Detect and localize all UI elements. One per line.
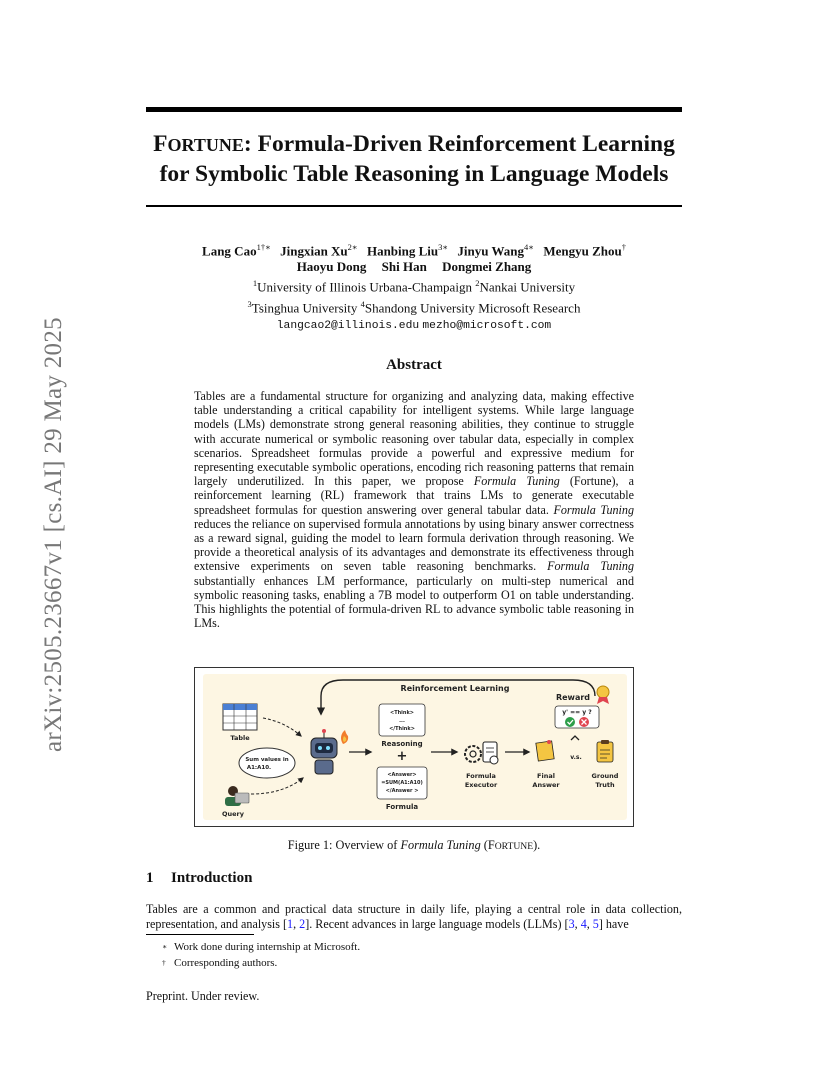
footnotes [158,939,678,971]
affiliation-line-1: $^1$University of Illinois Urbana-Champaign $^2$Nankai University [252,278,576,295]
vs-label: v.s. [570,754,582,761]
figure-diagram [203,674,627,820]
person-icon [225,786,249,806]
footnote-rule [146,934,254,935]
footnote-2: † Corresponding authors. [162,957,278,969]
reward-equation: y' == y ? [562,709,592,716]
arxiv-stamp: arXiv:2505.23667v1 [cs.AI] 29 May 2025 [40,317,67,753]
author-line-1: Lang Cao$^{1\dagger∗}$ Jingxian $Xu^{2∗}$ Hanbing Liu$^{3∗}$ Jinyu Wang$^{4∗}$ Mengyu Zhou† [202,242,626,259]
email-1[interactable]: langcao2@illinois.edu [276,319,420,332]
think-close: </Think> [389,726,415,732]
query-bubble-line-1: Sum values in [245,757,289,763]
ground-truth-icon [597,740,613,762]
citation-3[interactable]: 3 [568,917,575,931]
introduction-body: Tables are a common and practical data structure in daily life, playing a central role in data collection, representation, and analysis [1, 2]. Recent advances in large language models (LLMs) [3, 4, 5] have [146,902,682,931]
table-arrow [263,718,301,736]
reasoning-label: Reasoning [381,740,423,748]
formula-label: Formula [385,803,419,811]
author-block [150,239,678,334]
paper-title: FORTUNE: Formula-Driven Reinforcement Learning for Symbolic Table Reasoning in Language Models [153,131,675,187]
author-line-2: Haoyu Dong Shi Han Dongmei Zhang [296,259,532,275]
answer-open: <Answer> [387,772,417,778]
reward-label: Reward [555,693,591,702]
rl-label: Reinforcement Learning [400,684,510,693]
executor-line-2: Executor [464,781,498,789]
final-answer-icon [536,740,554,761]
answer-close: </Answer > [385,788,419,794]
email-2[interactable]: mezho@microsoft.com [422,319,552,332]
check-icon [565,717,575,727]
title-top-rule [146,107,682,112]
citation-4[interactable]: 4 [580,917,587,931]
figure-caption: Figure 1: Overview of Formula Tuning (FORTUNE). [287,838,541,852]
table-icon [223,704,257,730]
final-line-1: Final [537,772,555,780]
citation-1[interactable]: 1 [287,917,294,931]
compare-caret [571,736,579,740]
footnote-1: ∗ Work done during internship at Microsoft. [162,941,361,953]
think-dots: ... [399,718,405,724]
email-line [150,316,678,334]
plus-sign: + [396,749,408,764]
executor-icon [465,742,498,764]
title-bottom-rule [146,205,682,207]
affiliation-line-2: $^3$Tsinghua University $^4$Shandong University Microsoft Research [247,298,581,315]
abstract-body: Tables are a fundamental structure for organizing and analyzing data, making effective table understanding a critical capability for intelligent systems. While large language models (LMs) demonstrate strong general reasoning abilities, they continue to struggle with accurate numerical or symbolic reasoning over tabular data, especially in complex scenarios. Spreadsheet formulas provide a powerful and expressive medium for representing executable symbolic operations, encoding rich reasoning patterns that remain largely underutilized. In this paper, we propose Formula Tuning (Fortune), a reinforcement learning (RL) framework that trains LMs to generate executable spreadsheet formulas for question answering over general tabular data. Formula Tuning reduces the reliance on supervised formula annotations by using binary answer correctness as a reward signal, guiding the model to learn formula derivation through reasoning. We provide a theoretical analysis of its advantages and demonstrate its effectiveness through extensive experiments on seven table reasoning benchmarks. Formula Tuning substantially enhances LM performance, particularly on multi-step numerical and symbolic reasoning tasks, enabling a 7B model to outperform O1 on table understanding. This highlights the potential of formula-driven RL to advance symbolic table reasoning in LMs. [194,389,634,631]
table-label: Table [230,734,250,742]
query-label: Query [221,810,245,818]
query-arrow [251,778,303,794]
robot-icon [311,729,337,774]
executor-line-1: Formula [466,772,496,780]
medal-icon [597,686,609,704]
preprint-note: Preprint. Under review. [146,989,260,1003]
figure-1 [194,667,634,827]
think-open: <Think> [390,710,414,716]
final-line-2: Answer [532,781,560,789]
figure-panel [203,674,627,820]
abstract-heading: Abstract [386,357,442,373]
query-bubble-line-2: A1:A10. [246,765,272,771]
section-heading-introduction: 1 Introduction [146,870,253,886]
citation-5[interactable]: 5 [592,917,599,931]
answer-formula: =SUM(A1:A10) [381,780,423,786]
flame-icon [341,730,348,744]
query-bubble [239,748,295,778]
citation-2[interactable]: 2 [299,917,306,931]
gt-line-2: Truth [595,781,615,789]
gt-line-1: Ground [591,772,619,780]
